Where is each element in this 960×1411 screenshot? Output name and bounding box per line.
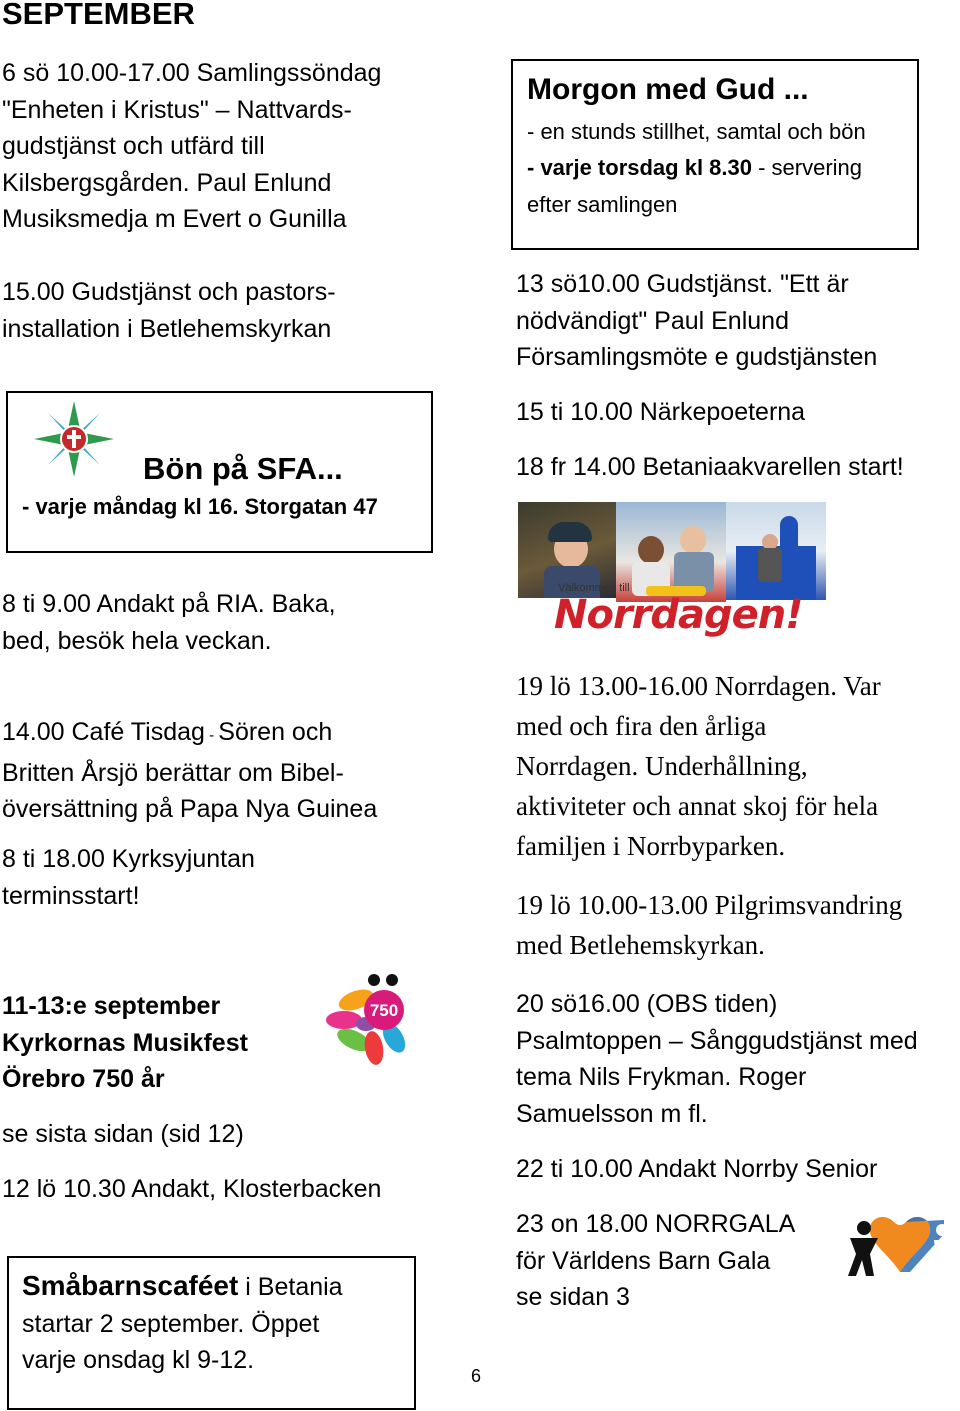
event-musikfest xyxy=(2,988,248,1098)
logo-750-text: 750 xyxy=(369,1001,399,1020)
event-andakt-ria xyxy=(2,586,336,659)
smabarnscafeet-place: i Betania xyxy=(238,1273,343,1301)
event-line: 15.00 Gudstjänst och pastors- xyxy=(2,278,336,306)
event-line: installation i Betlehemskyrkan xyxy=(2,314,332,343)
event-line: med och fira den årliga xyxy=(516,711,767,741)
event-line: 6 sö 10.00-17.00 Samlingssöndag xyxy=(2,59,382,87)
event-cafe-tisdag xyxy=(2,714,377,828)
event-line: Norrdagen. Underhållning, xyxy=(516,751,808,781)
morgon-line1: - en stunds stillhet, samtal och bön xyxy=(527,119,866,144)
event-gudstjanst-13 xyxy=(516,266,877,376)
event-line: startar 2 september. Öppet xyxy=(22,1309,320,1338)
smabarnscafeet-title: Småbarnscaféet xyxy=(22,1270,239,1301)
norrdagen-logo-title: Norrdagen! xyxy=(554,592,803,638)
event-dash: - xyxy=(204,727,219,744)
event-line: Psalmtoppen – Sånggudstjänst med xyxy=(516,1026,918,1055)
event-line: nödvändigt" Paul Enlund xyxy=(516,306,789,335)
event-line: se sidan 3 xyxy=(516,1283,630,1311)
morgon-med-gud-box xyxy=(511,59,919,250)
event-line: Kyrkornas Musikfest xyxy=(2,1028,248,1057)
event-line: varje onsdag kl 9-12. xyxy=(22,1346,255,1374)
sfa-title: Bön på SFA... xyxy=(143,451,343,486)
event-line: terminsstart! xyxy=(2,881,140,910)
event-line: 8 ti 9.00 Andakt på RIA. Baka, xyxy=(2,590,336,618)
orebro-750-logo-icon xyxy=(322,970,414,1068)
event-line: 19 lö 13.00-16.00 Norrdagen. Var xyxy=(516,671,881,701)
photo-bouncy-castle xyxy=(726,502,826,600)
event-line: Församlingsmöte e gudstjänsten xyxy=(516,343,878,371)
event-line: Samuelsson m fl. xyxy=(516,1099,708,1128)
musikfest-note: se sista sidan (sid 12) xyxy=(2,1120,244,1148)
event-line: 11-13:e september xyxy=(2,992,221,1020)
norrdagen-collage xyxy=(518,502,826,644)
photo-children xyxy=(616,502,726,602)
morgon-line2 xyxy=(527,150,862,187)
event-andakt-klosterbacken: 12 lö 10.30 Andakt, Klosterbacken xyxy=(2,1175,382,1203)
event-time: 14.00 Café Tisdag xyxy=(2,718,205,746)
smabarnscafeet-box xyxy=(7,1256,416,1410)
morgon-title: Morgon med Gud ... xyxy=(527,73,809,106)
event-line: 19 lö 10.00-13.00 Pilgrimsvandring xyxy=(516,890,903,920)
smabarnscafeet-text xyxy=(22,1268,343,1379)
event-psalmtoppen xyxy=(516,986,918,1132)
event-line: familjen i Norrbyparken. xyxy=(516,831,786,861)
event-line: aktiviteter och annat skoj för hela xyxy=(516,791,879,821)
sfa-line: - varje måndag kl 16. Storgatan 47 xyxy=(22,494,378,519)
event-line: Britten Årsjö berättar om Bibel- xyxy=(2,758,344,787)
event-line: för Världens Barn Gala xyxy=(516,1246,771,1275)
sfa-prayer-box xyxy=(6,391,433,553)
event-norrgala xyxy=(516,1206,795,1316)
event-narkepoeterna: 15 ti 10.00 Närkepoeterna xyxy=(516,398,806,426)
event-line: 20 sö16.00 (OBS tiden) xyxy=(516,990,778,1018)
event-samlingssondag xyxy=(2,55,381,238)
event-line: "Enheten i Kristus" – Nattvards- xyxy=(2,95,352,124)
event-kyrksyjuntan xyxy=(2,841,255,914)
event-line: bed, besök hela veckan. xyxy=(2,626,272,655)
event-line: Örebro 750 år xyxy=(2,1065,165,1093)
month-heading: SEPTEMBER xyxy=(2,0,195,31)
event-line: översättning på Papa Nya Guinea xyxy=(2,795,378,823)
morgon-servering: - servering xyxy=(752,155,863,180)
varldens-barn-logo-icon xyxy=(844,1214,958,1280)
event-pastorsinstallation xyxy=(2,274,336,347)
event-line: tema Nils Frykman. Roger xyxy=(516,1063,807,1091)
event-line: 23 on 18.00 NORRGALA xyxy=(516,1210,796,1238)
page-number: 6 xyxy=(471,1366,482,1386)
event-betaniaakvarellen: 18 fr 14.00 Betaniaakvarellen start! xyxy=(516,453,904,481)
morgon-time: - varje torsdag kl 8.30 xyxy=(527,155,752,180)
event-norrdagen xyxy=(516,666,881,866)
event-line: med Betlehemskyrkan. xyxy=(516,930,765,960)
norrdagen-welcome: Välkommen till xyxy=(558,582,630,594)
sfa-emblem-icon xyxy=(30,399,118,479)
morgon-line3: efter samlingen xyxy=(527,192,678,217)
event-andakt-norrby-senior: 22 ti 10.00 Andakt Norrby Senior xyxy=(516,1155,878,1183)
event-line: Musiksmedja m Evert o Gunilla xyxy=(2,205,347,233)
event-line: 13 sö10.00 Gudstjänst. "Ett är xyxy=(516,270,849,298)
event-line: 8 ti 18.00 Kyrksyjuntan xyxy=(2,845,255,873)
event-text: Sören och xyxy=(218,718,333,746)
event-line: Kilsbergsgården. Paul Enlund xyxy=(2,168,332,197)
event-pilgrimsvandring xyxy=(516,885,902,965)
event-line: gudstjänst och utfärd till xyxy=(2,132,265,160)
